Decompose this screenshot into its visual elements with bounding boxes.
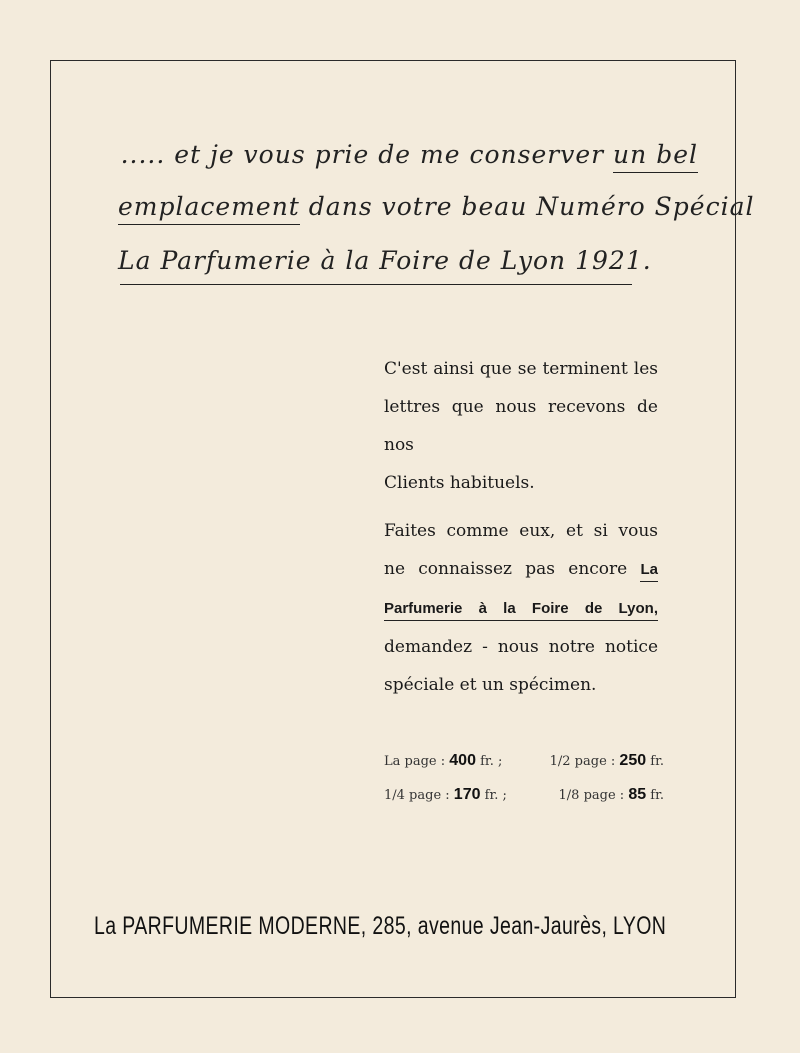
price-unit: fr. xyxy=(650,754,664,769)
intro-line-1: C'est ainsi que se terminent les xyxy=(384,359,658,379)
offer-line-5: spéciale et un spécimen. xyxy=(384,675,597,695)
intro-paragraph xyxy=(384,350,658,502)
price-row-1 xyxy=(384,752,664,786)
price-unit: fr. ; xyxy=(480,754,503,769)
price-row-2 xyxy=(384,786,664,820)
price-unit: fr. xyxy=(650,788,664,803)
handwritten-line-3 xyxy=(118,246,698,275)
price-list xyxy=(384,752,664,820)
offer-line-2 xyxy=(384,550,658,589)
price-label: 1/2 page : xyxy=(549,754,616,769)
footer-address: La PARFUMERIE MODERNE, 285, avenue Jean-Jaurès, LYON xyxy=(94,912,667,940)
handwritten-line-2-text: dans votre beau Numéro Spécial xyxy=(299,192,755,221)
offer-line-2-bold: La xyxy=(640,561,658,582)
offer-line-2-text: ne connaissez pas encore xyxy=(384,559,641,579)
offer-line-4: demandez - nous notre notice xyxy=(384,637,658,657)
offer-paragraph xyxy=(384,512,658,704)
price-unit: fr. ; xyxy=(484,788,507,803)
price-label: La page : xyxy=(384,754,446,769)
handwritten-line-1-text: ..... et je vous prie de me conserver xyxy=(120,140,614,169)
price-value: 170 xyxy=(453,786,481,803)
price-item-eighth-page xyxy=(559,786,664,804)
price-value: 400 xyxy=(449,752,476,769)
offer-line-3-bold: Parfumerie à la Foire de Lyon, xyxy=(384,600,658,621)
price-value: 250 xyxy=(619,752,647,769)
offer-line-1: Faites comme eux, et si vous xyxy=(384,521,658,541)
handwritten-line-1 xyxy=(118,140,698,169)
price-item-full-page xyxy=(384,752,502,770)
offer-line-3 xyxy=(384,589,658,628)
price-value: 85 xyxy=(628,786,647,803)
price-label: 1/4 page : xyxy=(384,788,450,803)
price-item-quarter-page xyxy=(384,786,507,804)
handwritten-line-2-underlined: emplacement xyxy=(118,192,300,225)
intro-line-2: lettres que nous recevons de nos xyxy=(384,397,658,455)
handwritten-line-3-text: La Parfumerie à la Foire de Lyon 1921. xyxy=(118,246,652,275)
handwritten-line-1-underlined: un bel xyxy=(613,140,698,173)
handwritten-underline-rule xyxy=(120,284,632,285)
price-label: 1/8 page : xyxy=(558,788,625,803)
price-item-half-page xyxy=(550,752,664,770)
intro-line-3: Clients habituels. xyxy=(384,473,535,493)
handwritten-line-2 xyxy=(118,192,755,221)
